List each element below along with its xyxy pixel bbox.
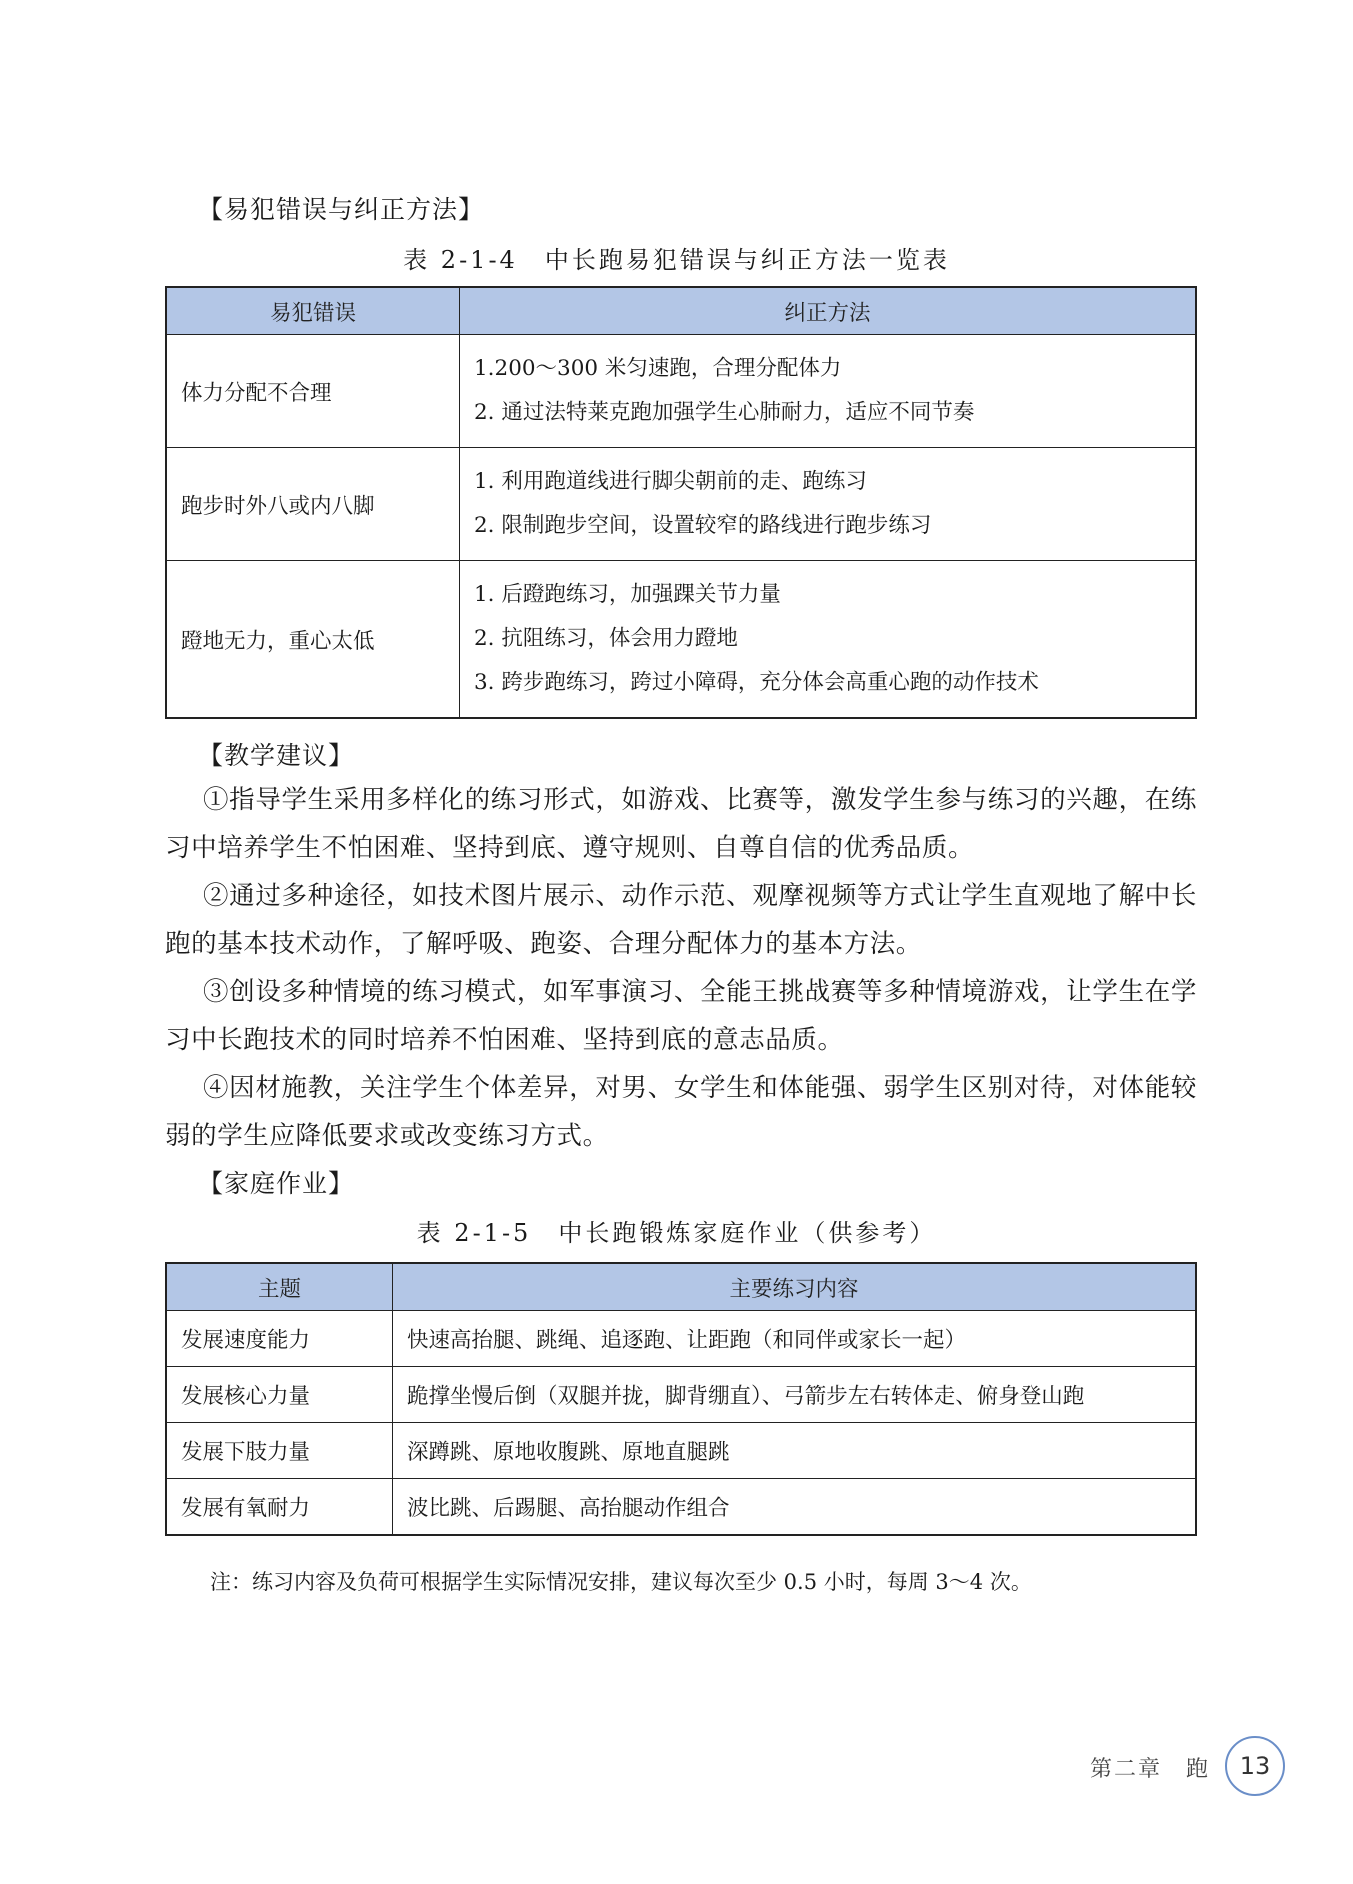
content-cell: 深蹲跳、原地收腹跳、原地直腿跳 xyxy=(393,1423,1197,1479)
method-cell xyxy=(460,448,1197,561)
method-line: 1. 后蹬跑练习，加强踝关节力量 xyxy=(474,582,781,607)
section-heading-errors: 【易犯错误与纠正方法】 xyxy=(198,195,485,224)
section-heading-teaching: 【教学建议】 xyxy=(198,741,355,770)
error-cell: 体力分配不合理 xyxy=(166,335,460,448)
table-row xyxy=(166,1367,1196,1423)
paragraph-1: ①指导学生采用多样化的练习形式，如游戏、比赛等，激发学生参与练习的兴趣，在练习中培养学生不怕困难、坚持到底、遵守规则、自尊自信的优秀品质。 xyxy=(165,785,1197,863)
theme-cell: 发展下肢力量 xyxy=(166,1423,393,1479)
column-header-theme: 主题 xyxy=(166,1263,393,1311)
method-cell xyxy=(460,561,1197,719)
paragraph-2: ②通过多种途径，如技术图片展示、动作示范、观摩视频等方式让学生直观地了解中长跑的基本技术动作，了解呼吸、跑姿、合理分配体力的基本方法。 xyxy=(165,881,1197,959)
theme-cell: 发展有氧耐力 xyxy=(166,1479,393,1536)
table-note: 注：练习内容及负荷可根据学生实际情况安排，建议每次至少 0.5 小时，每周 3～4 次。 xyxy=(210,1570,1032,1594)
method-line: 1. 利用跑道线进行脚尖朝前的走、跑练习 xyxy=(474,469,867,494)
table-row xyxy=(166,335,1196,448)
section-heading-homework: 【家庭作业】 xyxy=(198,1169,355,1198)
chapter-label: 第二章 跑 xyxy=(1090,1757,1211,1782)
table-header-row xyxy=(166,1263,1196,1311)
method-line: 2. 抗阻练习，体会用力蹬地 xyxy=(474,626,738,651)
table-row xyxy=(166,1423,1196,1479)
method-line: 2. 通过法特莱克跑加强学生心肺耐力，适应不同节奏 xyxy=(474,400,975,425)
homework-table xyxy=(165,1262,1197,1536)
table-row xyxy=(166,448,1196,561)
table-row xyxy=(166,1311,1196,1367)
table-row xyxy=(166,561,1196,719)
column-header-content: 主要练习内容 xyxy=(393,1263,1197,1311)
paragraph-4: ④因材施教，关注学生个体差异，对男、女学生和体能强、弱学生区别对待，对体能较弱的学生应降低要求或改变练习方式。 xyxy=(165,1073,1197,1151)
error-cell: 跑步时外八或内八脚 xyxy=(166,448,460,561)
theme-cell: 发展速度能力 xyxy=(166,1311,393,1367)
error-cell: 蹬地无力，重心太低 xyxy=(166,561,460,719)
table-row xyxy=(166,1479,1196,1536)
table1-caption: 表 2-1-4 中长跑易犯错误与纠正方法一览表 xyxy=(403,246,950,274)
content-cell: 跪撑坐慢后倒（双腿并拢，脚背绷直）、弓箭步左右转体走、俯身登山跑 xyxy=(393,1367,1197,1423)
paragraph-3: ③创设多种情境的练习模式，如军事演习、全能王挑战赛等多种情境游戏，让学生在学习中长跑技术的同时培养不怕困难、坚持到底的意志品质。 xyxy=(165,977,1197,1055)
page-number-text: 13 xyxy=(1239,1752,1271,1780)
method-line: 2. 限制跑步空间，设置较窄的路线进行跑步练习 xyxy=(474,513,932,538)
table-header-row xyxy=(166,287,1196,335)
column-header-error: 易犯错误 xyxy=(166,287,460,335)
content-cell: 波比跳、后踢腿、高抬腿动作组合 xyxy=(393,1479,1197,1536)
method-line: 1.200～300 米匀速跑，合理分配体力 xyxy=(474,356,842,381)
theme-cell: 发展核心力量 xyxy=(166,1367,393,1423)
method-cell xyxy=(460,335,1197,448)
errors-table xyxy=(165,286,1197,719)
column-header-method: 纠正方法 xyxy=(460,287,1197,335)
method-line: 3. 跨步跑练习，跨过小障碍，充分体会高重心跑的动作技术 xyxy=(474,670,1039,695)
content-cell: 快速高抬腿、跳绳、追逐跑、让距跑（和同伴或家长一起） xyxy=(393,1311,1197,1367)
page-number xyxy=(1225,1736,1285,1796)
table2-caption: 表 2-1-5 中长跑锻炼家庭作业（供参考） xyxy=(416,1219,937,1247)
